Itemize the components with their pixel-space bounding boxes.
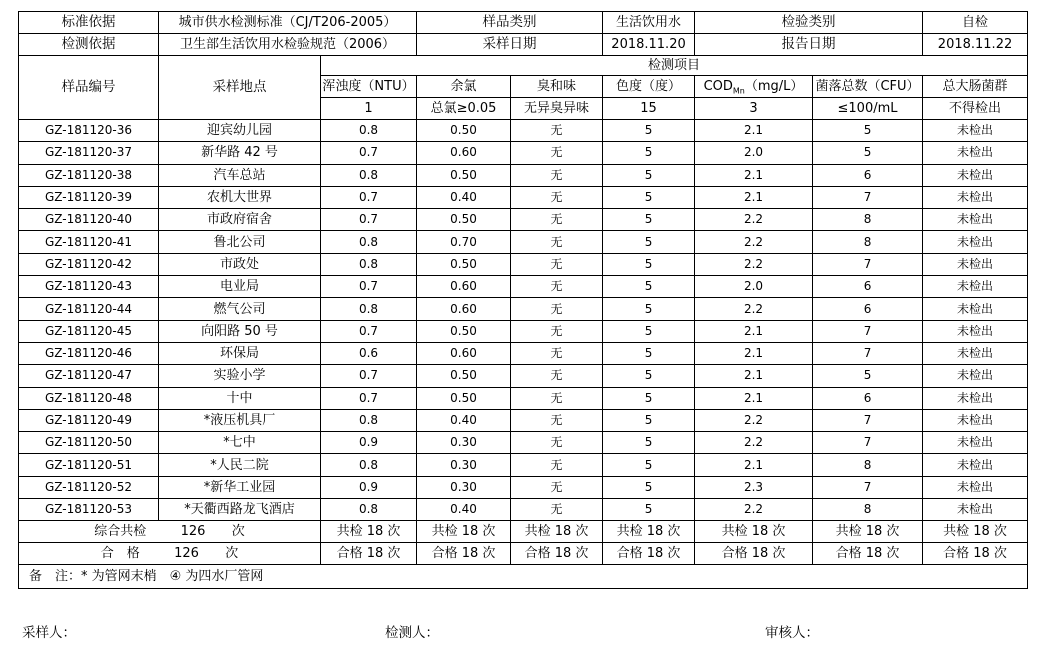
- odor-cell: 无: [511, 454, 603, 476]
- turbidity-cell: 0.7: [321, 209, 417, 231]
- cod-cell: 2.1: [695, 454, 813, 476]
- chlorine-cell: 0.30: [417, 476, 511, 498]
- sample-id-cell: GZ-181120-36: [19, 120, 159, 142]
- cod-cell: 2.0: [695, 142, 813, 164]
- turbidity-header: 浑浊度（NTU）: [321, 76, 417, 98]
- coliform-cell: 未检出: [923, 432, 1028, 454]
- bacteria-cell: 7: [813, 253, 923, 275]
- chlorine-cell: 0.50: [417, 320, 511, 342]
- cod-cell: 2.2: [695, 499, 813, 521]
- color-cell: 5: [603, 276, 695, 298]
- bacteria-cell: 8: [813, 454, 923, 476]
- odor-cell: 无: [511, 186, 603, 208]
- chlorine-cell: 0.40: [417, 409, 511, 431]
- bacteria-limit: ≤100/mL: [813, 98, 923, 120]
- turbidity-cell: 0.8: [321, 409, 417, 431]
- chlorine-cell: 0.40: [417, 499, 511, 521]
- color-cell: 5: [603, 387, 695, 409]
- summary-pass-chlorine: 合格 18 次: [417, 543, 511, 565]
- table-row: [19, 164, 1028, 186]
- cod-cell: 2.1: [695, 164, 813, 186]
- summary-total-cod: 共检 18 次: [695, 521, 813, 543]
- color-cell: 5: [603, 365, 695, 387]
- summary-pass-coliform: 合格 18 次: [923, 543, 1028, 565]
- location-cell: *新华工业园: [159, 476, 321, 498]
- chlorine-cell: 0.60: [417, 342, 511, 364]
- table-row: [19, 142, 1028, 164]
- summary-pass-value: 126: [174, 546, 199, 562]
- table-row: [19, 186, 1028, 208]
- coliform-cell: 未检出: [923, 186, 1028, 208]
- bacteria-cell: 5: [813, 120, 923, 142]
- location-cell: *人民二院: [159, 454, 321, 476]
- table-row: [19, 432, 1028, 454]
- chlorine-cell: 0.40: [417, 186, 511, 208]
- turbidity-cell: 0.8: [321, 253, 417, 275]
- bacteria-cell: 7: [813, 409, 923, 431]
- coliform-cell: 未检出: [923, 320, 1028, 342]
- chlorine-cell: 0.60: [417, 276, 511, 298]
- table-row: [19, 276, 1028, 298]
- sample-id-cell: GZ-181120-50: [19, 432, 159, 454]
- odor-cell: 无: [511, 365, 603, 387]
- coliform-cell: 未检出: [923, 409, 1028, 431]
- bacteria-header: 菌落总数（CFU）: [813, 76, 923, 98]
- color-cell: 5: [603, 253, 695, 275]
- chlorine-cell: 0.50: [417, 164, 511, 186]
- odor-header: 臭和味: [511, 76, 603, 98]
- chlorine-cell: 0.50: [417, 209, 511, 231]
- cod-header-main: COD: [703, 79, 733, 94]
- summary-total-color: 共检 18 次: [603, 521, 695, 543]
- location-cell: 实验小学: [159, 365, 321, 387]
- summary-pass-odor: 合格 18 次: [511, 543, 603, 565]
- turbidity-cell: 0.8: [321, 231, 417, 253]
- cod-cell: 2.2: [695, 253, 813, 275]
- location-cell: 农机大世界: [159, 186, 321, 208]
- coliform-cell: 未检出: [923, 209, 1028, 231]
- header-row-1: [19, 12, 1028, 34]
- odor-cell: 无: [511, 499, 603, 521]
- note-text: 备 注：* 为管网末梢 ④ 为四水厂管网: [19, 565, 1028, 589]
- bacteria-cell: 8: [813, 209, 923, 231]
- sample-id-cell: GZ-181120-53: [19, 499, 159, 521]
- location-cell: 迎宾幼儿园: [159, 120, 321, 142]
- color-cell: 5: [603, 342, 695, 364]
- table-row: [19, 342, 1028, 364]
- turbidity-cell: 0.7: [321, 142, 417, 164]
- coliform-cell: 未检出: [923, 120, 1028, 142]
- report-date-value: 2018.11.22: [923, 34, 1028, 56]
- location-cell: 十中: [159, 387, 321, 409]
- chlorine-cell: 0.30: [417, 454, 511, 476]
- color-cell: 5: [603, 120, 695, 142]
- odor-cell: 无: [511, 164, 603, 186]
- sample-id-cell: GZ-181120-45: [19, 320, 159, 342]
- bacteria-cell: 7: [813, 342, 923, 364]
- location-header: 采样地点: [159, 56, 321, 120]
- cod-limit: 3: [695, 98, 813, 120]
- turbidity-cell: 0.6: [321, 342, 417, 364]
- color-cell: 5: [603, 409, 695, 431]
- cod-header-sub: Mn: [732, 86, 745, 96]
- table-row: [19, 231, 1028, 253]
- sample-id-cell: GZ-181120-37: [19, 142, 159, 164]
- sample-id-header: 样品编号: [19, 56, 159, 120]
- sample-id-cell: GZ-181120-38: [19, 164, 159, 186]
- color-cell: 5: [603, 186, 695, 208]
- table-row: [19, 120, 1028, 142]
- odor-cell: 无: [511, 120, 603, 142]
- sample-id-cell: GZ-181120-49: [19, 409, 159, 431]
- turbidity-cell: 0.7: [321, 387, 417, 409]
- summary-pass-turbidity: 合格 18 次: [321, 543, 417, 565]
- coliform-header: 总大肠菌群: [923, 76, 1028, 98]
- table-row: [19, 320, 1028, 342]
- sample-type-label: 样品类别: [417, 12, 603, 34]
- sample-id-cell: GZ-181120-39: [19, 186, 159, 208]
- table-row: [19, 298, 1028, 320]
- sample-id-cell: GZ-181120-46: [19, 342, 159, 364]
- cod-cell: 2.1: [695, 120, 813, 142]
- cod-cell: 2.1: [695, 342, 813, 364]
- summary-pass-unit: 次: [225, 546, 239, 562]
- coliform-cell: 未检出: [923, 142, 1028, 164]
- header-row-2: [19, 34, 1028, 56]
- color-cell: 5: [603, 298, 695, 320]
- summary-total-unit: 次: [231, 524, 245, 540]
- chlorine-cell: 0.60: [417, 142, 511, 164]
- cod-cell: 2.1: [695, 320, 813, 342]
- bacteria-cell: 5: [813, 142, 923, 164]
- coliform-cell: 未检出: [923, 342, 1028, 364]
- note-row: [19, 565, 1028, 589]
- chlorine-cell: 0.50: [417, 120, 511, 142]
- sampling-date-value: 2018.11.20: [603, 34, 695, 56]
- odor-cell: 无: [511, 387, 603, 409]
- location-cell: 市政处: [159, 253, 321, 275]
- color-limit: 15: [603, 98, 695, 120]
- chlorine-cell: 0.50: [417, 387, 511, 409]
- odor-cell: 无: [511, 298, 603, 320]
- tester-signature: 检测人：: [385, 625, 439, 641]
- summary-pass-row: [19, 543, 1028, 565]
- turbidity-cell: 0.8: [321, 298, 417, 320]
- standard-value: 城市供水检测标准（CJ/T206-2005）: [159, 12, 417, 34]
- odor-cell: 无: [511, 231, 603, 253]
- odor-cell: 无: [511, 342, 603, 364]
- sample-id-cell: GZ-181120-43: [19, 276, 159, 298]
- turbidity-cell: 0.9: [321, 476, 417, 498]
- bacteria-cell: 7: [813, 432, 923, 454]
- location-cell: *七中: [159, 432, 321, 454]
- summary-total-coliform: 共检 18 次: [923, 521, 1028, 543]
- cod-header: [695, 76, 813, 98]
- table-row: [19, 409, 1028, 431]
- summary-total-turbidity: 共检 18 次: [321, 521, 417, 543]
- sample-id-cell: GZ-181120-40: [19, 209, 159, 231]
- cod-header-unit: （mg/L）: [744, 79, 804, 94]
- turbidity-cell: 0.7: [321, 365, 417, 387]
- table-row: [19, 253, 1028, 275]
- location-cell: 汽车总站: [159, 164, 321, 186]
- color-cell: 5: [603, 476, 695, 498]
- column-header-row-1: [19, 56, 1028, 76]
- table-row: [19, 365, 1028, 387]
- method-value: 卫生部生活饮用水检验规范（2006）: [159, 34, 417, 56]
- standard-label: 标准依据: [19, 12, 159, 34]
- table-row: [19, 209, 1028, 231]
- location-cell: 新华路 42 号: [159, 142, 321, 164]
- sample-type-value: 生活饮用水: [603, 12, 695, 34]
- sample-id-cell: GZ-181120-44: [19, 298, 159, 320]
- color-header: 色度（度）: [603, 76, 695, 98]
- sample-id-cell: GZ-181120-51: [19, 454, 159, 476]
- sample-id-cell: GZ-181120-47: [19, 365, 159, 387]
- location-cell: 市政府宿舍: [159, 209, 321, 231]
- bacteria-cell: 6: [813, 276, 923, 298]
- bacteria-cell: 8: [813, 499, 923, 521]
- coliform-cell: 未检出: [923, 164, 1028, 186]
- water-quality-report-table: [18, 11, 1028, 589]
- summary-total-value: 126: [180, 524, 206, 540]
- coliform-cell: 未检出: [923, 365, 1028, 387]
- location-cell: *液压机具厂: [159, 409, 321, 431]
- cod-cell: 2.1: [695, 387, 813, 409]
- turbidity-cell: 0.7: [321, 320, 417, 342]
- chlorine-cell: 0.60: [417, 298, 511, 320]
- table-row: [19, 476, 1028, 498]
- location-cell: 电业局: [159, 276, 321, 298]
- turbidity-cell: 0.8: [321, 454, 417, 476]
- coliform-cell: 未检出: [923, 276, 1028, 298]
- sample-id-cell: GZ-181120-52: [19, 476, 159, 498]
- bacteria-cell: 7: [813, 476, 923, 498]
- color-cell: 5: [603, 320, 695, 342]
- odor-cell: 无: [511, 432, 603, 454]
- odor-cell: 无: [511, 409, 603, 431]
- coliform-cell: 未检出: [923, 387, 1028, 409]
- summary-total-row: [19, 521, 1028, 543]
- color-cell: 5: [603, 209, 695, 231]
- odor-cell: 无: [511, 320, 603, 342]
- turbidity-cell: 0.8: [321, 120, 417, 142]
- summary-pass-color: 合格 18 次: [603, 543, 695, 565]
- coliform-cell: 未检出: [923, 476, 1028, 498]
- coliform-cell: 未检出: [923, 298, 1028, 320]
- location-cell: 环保局: [159, 342, 321, 364]
- summary-pass-label: 合 格: [100, 546, 140, 562]
- summary-total-chlorine: 共检 18 次: [417, 521, 511, 543]
- summary-pass: [19, 543, 321, 565]
- bacteria-cell: 6: [813, 164, 923, 186]
- sampler-signature: 采样人：: [22, 625, 76, 641]
- coliform-cell: 未检出: [923, 231, 1028, 253]
- cod-cell: 2.2: [695, 231, 813, 253]
- color-cell: 5: [603, 231, 695, 253]
- bacteria-cell: 8: [813, 231, 923, 253]
- odor-cell: 无: [511, 476, 603, 498]
- odor-limit: 无异臭异味: [511, 98, 603, 120]
- bacteria-cell: 7: [813, 320, 923, 342]
- sample-id-cell: GZ-181120-48: [19, 387, 159, 409]
- coliform-cell: 未检出: [923, 253, 1028, 275]
- cod-cell: 2.2: [695, 409, 813, 431]
- inspection-type-label: 检验类别: [695, 12, 923, 34]
- odor-cell: 无: [511, 276, 603, 298]
- bacteria-cell: 7: [813, 186, 923, 208]
- sample-id-cell: GZ-181120-41: [19, 231, 159, 253]
- table-row: [19, 387, 1028, 409]
- coliform-limit: 不得检出: [923, 98, 1028, 120]
- items-group-header: 检测项目: [321, 56, 1028, 76]
- table-row: [19, 454, 1028, 476]
- summary-total: [19, 521, 321, 543]
- turbidity-cell: 0.7: [321, 186, 417, 208]
- sampling-date-label: 采样日期: [417, 34, 603, 56]
- summary-pass-bacteria: 合格 18 次: [813, 543, 923, 565]
- chlorine-limit: 总氯≥0.05: [417, 98, 511, 120]
- cod-cell: 2.2: [695, 432, 813, 454]
- summary-pass-cod: 合格 18 次: [695, 543, 813, 565]
- chlorine-cell: 0.50: [417, 365, 511, 387]
- color-cell: 5: [603, 454, 695, 476]
- summary-total-bacteria: 共检 18 次: [813, 521, 923, 543]
- cod-cell: 2.2: [695, 209, 813, 231]
- cod-cell: 2.2: [695, 298, 813, 320]
- location-cell: 鲁北公司: [159, 231, 321, 253]
- color-cell: 5: [603, 499, 695, 521]
- location-cell: 向阳路 50 号: [159, 320, 321, 342]
- sample-id-cell: GZ-181120-42: [19, 253, 159, 275]
- coliform-cell: 未检出: [923, 499, 1028, 521]
- odor-cell: 无: [511, 209, 603, 231]
- table-row: [19, 499, 1028, 521]
- odor-cell: 无: [511, 142, 603, 164]
- color-cell: 5: [603, 142, 695, 164]
- inspection-type-value: 自检: [923, 12, 1028, 34]
- bacteria-cell: 6: [813, 387, 923, 409]
- odor-cell: 无: [511, 253, 603, 275]
- bacteria-cell: 5: [813, 365, 923, 387]
- turbidity-limit: 1: [321, 98, 417, 120]
- chlorine-cell: 0.30: [417, 432, 511, 454]
- reviewer-signature: 审核人：: [765, 625, 819, 641]
- turbidity-cell: 0.7: [321, 276, 417, 298]
- turbidity-cell: 0.9: [321, 432, 417, 454]
- report-date-label: 报告日期: [695, 34, 923, 56]
- location-cell: *天衢西路龙飞酒店: [159, 499, 321, 521]
- color-cell: 5: [603, 432, 695, 454]
- cod-cell: 2.1: [695, 186, 813, 208]
- turbidity-cell: 0.8: [321, 164, 417, 186]
- chlorine-cell: 0.70: [417, 231, 511, 253]
- cod-cell: 2.0: [695, 276, 813, 298]
- chlorine-header: 余氯: [417, 76, 511, 98]
- chlorine-cell: 0.50: [417, 253, 511, 275]
- color-cell: 5: [603, 164, 695, 186]
- summary-total-odor: 共检 18 次: [511, 521, 603, 543]
- method-label: 检测依据: [19, 34, 159, 56]
- coliform-cell: 未检出: [923, 454, 1028, 476]
- cod-cell: 2.3: [695, 476, 813, 498]
- location-cell: 燃气公司: [159, 298, 321, 320]
- bacteria-cell: 6: [813, 298, 923, 320]
- cod-cell: 2.1: [695, 365, 813, 387]
- data-rows: [19, 120, 1028, 521]
- summary-total-label: 综合共检: [94, 524, 147, 540]
- turbidity-cell: 0.8: [321, 499, 417, 521]
